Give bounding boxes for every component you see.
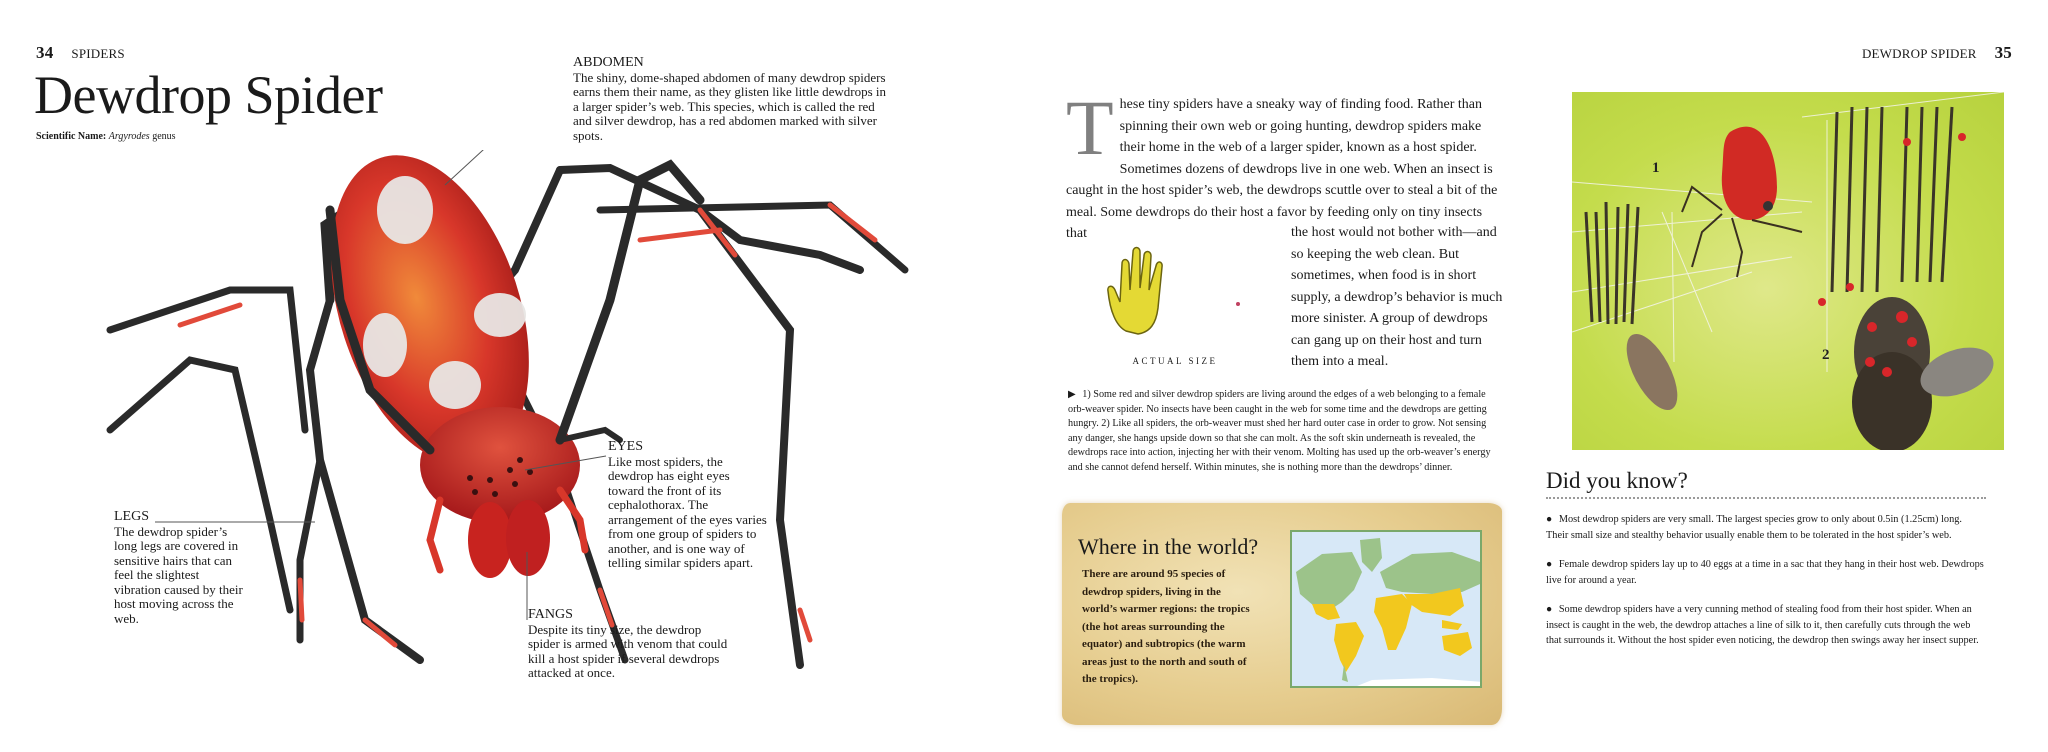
list-item bbox=[1546, 512, 1986, 543]
callout-fangs bbox=[528, 608, 728, 681]
section-name: SPIDERS bbox=[71, 46, 125, 61]
actual-size-label: ACTUAL SIZE bbox=[1132, 356, 1218, 366]
callout-heading: ABDOMEN bbox=[573, 55, 644, 70]
orb-weaver-and-dewdrops-illustration bbox=[1572, 92, 2004, 450]
did-you-know-title: Did you know? bbox=[1546, 468, 1688, 493]
list-item bbox=[1546, 602, 1986, 649]
callout-legs bbox=[114, 510, 244, 626]
scientific-name-genus: Argyrodes bbox=[108, 131, 150, 142]
dewdrop-attack-illustration bbox=[1572, 92, 2004, 450]
bullet-icon: ● bbox=[1546, 514, 1553, 525]
callout-heading: FANGS bbox=[528, 607, 573, 622]
bullet-icon: ● bbox=[1546, 559, 1553, 570]
intro-paragraph-continued: the host would not bother with—and so keeping the web clean. But sometimes, when food is in short supply, a dewdrop’s behavior is much more sinister. A group of dewdrops can gang up on their host and turn them into a meal. bbox=[1291, 225, 1503, 369]
running-head-left bbox=[36, 43, 125, 63]
illustration-label-1: 1 bbox=[1652, 160, 1660, 176]
where-in-the-world-title: Where in the world? bbox=[1078, 534, 1259, 559]
illustration-label-2: 2 bbox=[1822, 347, 1830, 363]
hand-icon bbox=[1106, 246, 1176, 336]
where-in-the-world-text: There are around 95 species of dewdrop spiders, living in the world’s warmer regions: the tropics (the hot areas surrounding the equator) and subtropics (the warm areas just to the north and south of the tropics). bbox=[1082, 568, 1250, 685]
page-number: 34 bbox=[36, 43, 54, 62]
drop-cap: T bbox=[1066, 84, 1114, 171]
callout-text: Despite its tiny size, the dewdrop spider is armed with venom that could kill a host spider if several dewdrops attacked at once. bbox=[528, 621, 728, 680]
callout-heading: EYES bbox=[608, 439, 643, 454]
scientific-name-suffix: genus bbox=[152, 131, 176, 142]
fact-text: Most dewdrop spiders are very small. The largest species grow to only about 0.5in (1.25cm) long. Their small size and stealthy behavior usually enable them to be tolerated in the host spider’s web. bbox=[1546, 514, 1962, 541]
caption-marker-icon: ▶ bbox=[1068, 389, 1076, 400]
bullet-icon: ● bbox=[1546, 604, 1553, 615]
fact-text: Female dewdrop spiders lay up to 40 eggs at a time in a sac that they hang in their host web. Dewdrops live for around a year. bbox=[1546, 559, 1984, 586]
section-name: DEWDROP SPIDER bbox=[1861, 46, 1977, 61]
scientific-name-label: Scientific Name: bbox=[36, 131, 107, 142]
list-item bbox=[1546, 557, 1986, 588]
illustration-caption bbox=[1068, 388, 1496, 476]
callout-eyes bbox=[608, 440, 768, 571]
callout-text: The dewdrop spider’s long legs are covered in sensitive hairs that can feel the slightest vibration caused by their host moving across the web. bbox=[114, 523, 243, 626]
caption-text: 1) Some red and silver dewdrop spiders are living around the edges of a web belonging to a female orb-weaver spider. No insects have been caught in the web for some time and the dewdrops are getting hungry. 2) Like all spiders, the orb-weaver must shed her hard outer case in order to grow. Not sensing any danger, she hangs upside down so that she can molt. As the soft skin underneath is revealed, the dewdrops race into action, injecting her with their venom. Molting has used up the orb-weaver’s energy and she cannot defend herself. Within minutes, she is nothing more than the dewdrops’ dinner. bbox=[1068, 389, 1491, 473]
dotted-divider bbox=[1546, 497, 1986, 499]
callout-heading: LEGS bbox=[114, 509, 149, 524]
callout-abdomen bbox=[573, 56, 893, 143]
world-range-map bbox=[1290, 530, 1482, 688]
world-map-icon bbox=[1292, 532, 1482, 688]
page-title: Dewdrop Spider bbox=[34, 65, 383, 125]
actual-size-graphic bbox=[1100, 240, 1250, 370]
actual-size-spider-dot bbox=[1236, 302, 1240, 306]
callout-text: Like most spiders, the dewdrop has eight eyes toward the front of its cephalothorax. The arrangement of the eyes varies from one group of spiders to another, and is one way of telling similar spiders apart. bbox=[608, 453, 767, 570]
intro-text: hese tiny spiders have a sneaky way of finding food. Rather than spinning their own web or going hunting, dewdrop spiders make their home in the web of a larger spider, known as a host spider. Sometimes dozens of dewdrops live in one web. When an insect is caught in the host spider’s web, the dewdrops scuttle over to steal a bit of the meal. Some dewdrops do their host a favor by feeding only on tiny insects that bbox=[1066, 97, 1498, 241]
page-number: 35 bbox=[1994, 43, 2012, 62]
callout-text: The shiny, dome-shaped abdomen of many dewdrop spiders earns them their name, as they glisten like little dewdrops in a larger spider’s web. This species, which is called the red and silver dewdrop, has a red abdomen marked with silver spots. bbox=[573, 69, 887, 143]
scientific-name bbox=[36, 131, 176, 142]
did-you-know-list bbox=[1546, 512, 1986, 663]
running-head-right bbox=[1862, 43, 2012, 63]
fact-text: Some dewdrop spiders have a very cunning method of stealing food from their host spider. When an insect is caught in the web, the dewdrop attaches a line of silk to it, then carefully cuts through the web that surrounds it. Without the host spider even noticing, the dewdrop then swings away her insect supper. bbox=[1546, 604, 1979, 646]
